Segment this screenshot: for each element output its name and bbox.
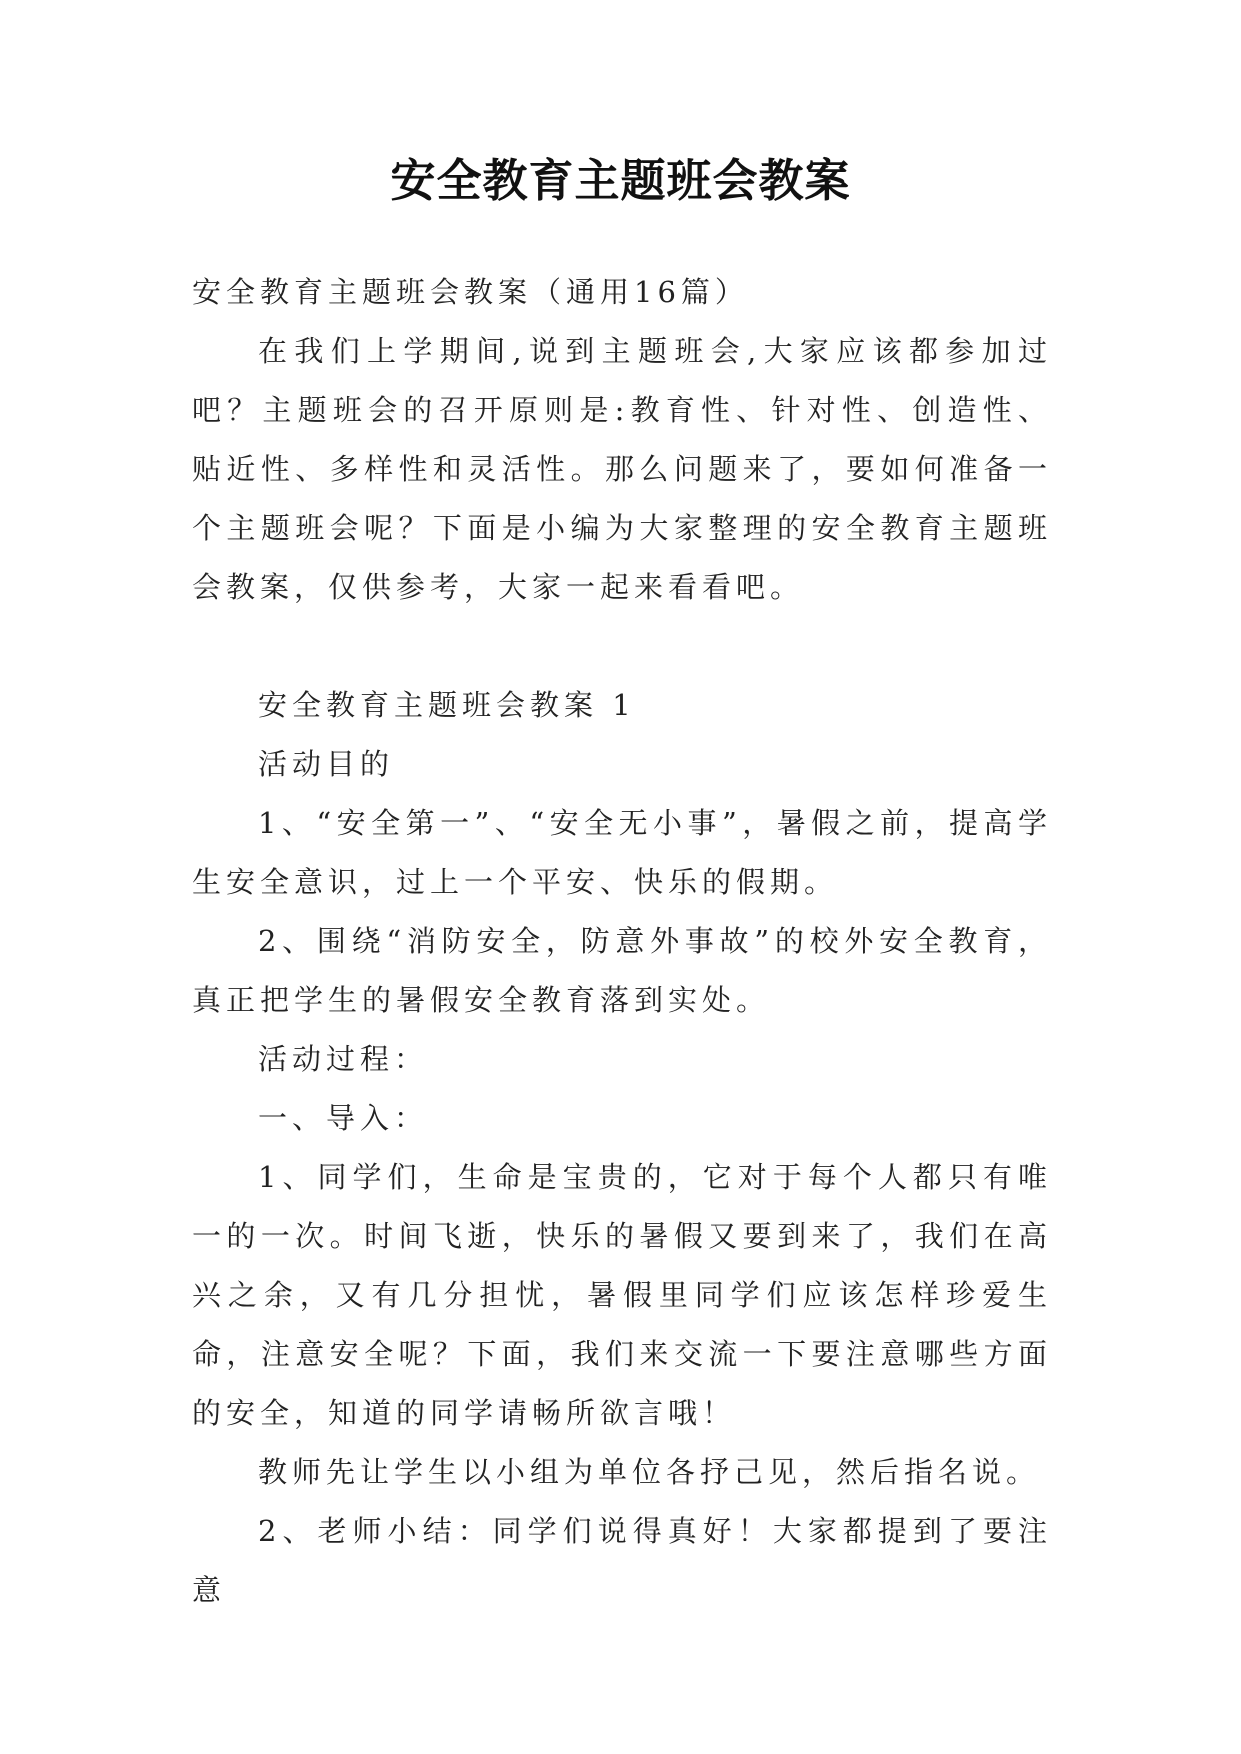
step-heading-intro: 一、导入：	[258, 1101, 429, 1135]
section-heading: 安全教育主题班会教案 1	[258, 688, 636, 722]
teacher-instruction: 教师先让学生以小组为单位各抒己见，然后指名说。	[258, 1455, 1041, 1489]
subheading-activity-process: 活动过程：	[258, 1042, 429, 1076]
intro-paragraph: 在我们上学期间,说到主题班会,大家应该都参加过吧？主题班会的召开原则是:教育性、针对性、创造性、贴近性、多样性和灵活性。那么问题来了，要如何准备一个主题班会呢？下面是小编为大家整理的安全教育主题班会教案，仅供参考，大家一起来看看吧。	[192, 334, 1052, 604]
subheading-activity-goal: 活动目的	[258, 747, 395, 781]
subtitle-paragraph: 安全教育主题班会教案（通用16篇）	[192, 275, 749, 309]
goal-item-1: 1、“安全第一”、“安全无小事”，暑假之前，提高学生安全意识，过上一个平安、快乐的假期。	[192, 806, 1052, 899]
process-item-1: 1、同学们，生命是宝贵的，它对于每个人都只有唯一的一次。时间飞逝，快乐的暑假又要到来了，我们在高兴之余，又有几分担忧，暑假里同学们应该怎样珍爱生命，注意安全呢？下面，我们来交流一下要注意哪些方面的安全，知道的同学请畅所欲言哦！	[192, 1160, 1052, 1430]
document-title: 安全教育主题班会教案	[390, 154, 851, 207]
process-item-2: 2、老师小结：同学们说得真好！大家都提到了要注意	[192, 1514, 1052, 1607]
paragraph-spacer	[192, 617, 1052, 676]
document-body	[192, 263, 1052, 1620]
goal-item-2: 2、围绕“消防安全，防意外事故”的校外安全教育，真正把学生的暑假安全教育落到实处。	[192, 924, 1052, 1017]
